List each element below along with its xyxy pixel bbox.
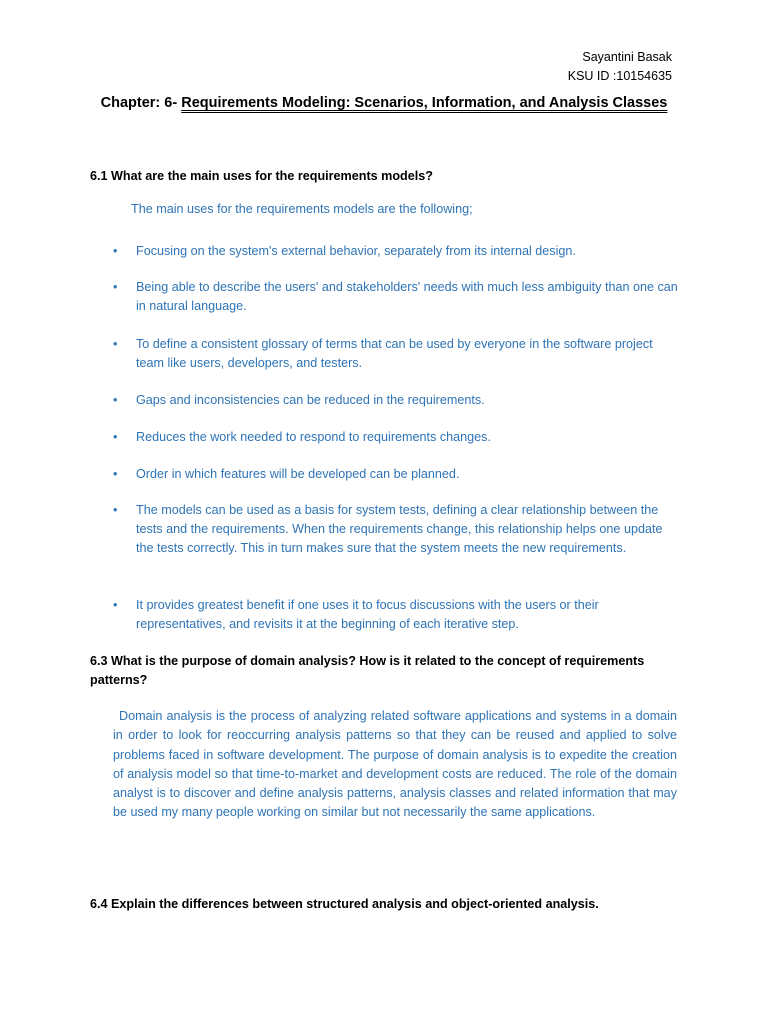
author-name: Sayantini Basak [582,50,672,64]
bullet-marker: • [113,280,118,294]
chapter-prefix: Chapter: 6- [100,95,182,111]
list-item: • Gaps and inconsistencies can be reduced in the requirements. [136,391,681,410]
author-block [568,48,672,86]
chapter-title [0,95,768,111]
list-item: • It provides greatest benefit if one uses it to focus discussions with the users or their representatives, and revisits it at the beginning of each iterative step. [113,598,599,631]
bullet-marker: • [113,598,118,612]
bullet-marker: • [113,503,118,517]
chapter-name: Requirements Modeling: Scenarios, Information, and Analysis Classes [181,95,668,111]
bullet-marker: • [113,430,118,444]
question-6-3: 6.3 What is the purpose of domain analysis? How is it related to the concept of requirements patterns? [90,654,645,687]
student-id: KSU ID :10154635 [567,69,672,83]
question-6-1: 6.1 What are the main uses for the requirements models? [90,169,433,183]
bullet-marker: • [113,393,118,407]
bullet-marker: • [113,337,118,351]
list-item: • Order in which features will be developed can be planned. [136,465,681,484]
list-item: • Reduces the work needed to respond to requirements changes. [136,428,681,447]
list-item: • Being able to describe the users' and stakeholders' needs with much less ambiguity than one can in natural language. [113,280,678,313]
answer-6-1-intro: The main uses for the requirements models are the following; [131,202,473,216]
list-item: • To define a consistent glossary of terms that can be used by everyone in the software project team like users, developers, and testers. [113,337,653,370]
bullet-marker: • [113,467,118,481]
answer-6-3: Domain analysis is the process of analyzing related software applications and systems in a domain in order to look for reoccurring analysis patterns so that they can be reused and applied to solve problems faced in software development. The purpose of domain analysis is to expedite the creation of analysis model so that time-to-market and development costs are reduced. The role of the domain analyst is to discover and define analysis patterns, analysis classes and related information that may be used my many people working on similar but not necessarily the same applications. [113,709,677,820]
question-6-4: 6.4 Explain the differences between structured analysis and object-oriented analysis. [90,897,599,911]
bullet-marker: • [113,244,118,258]
list-item: • The models can be used as a basis for system tests, defining a clear relationship between the tests and the requirements. When the requirements change, this relationship helps one update the tests correctly. This in turn makes sure that the system meets the new requirements. [113,503,663,555]
list-item: • Focusing on the system's external behavior, separately from its internal design. [136,242,681,261]
